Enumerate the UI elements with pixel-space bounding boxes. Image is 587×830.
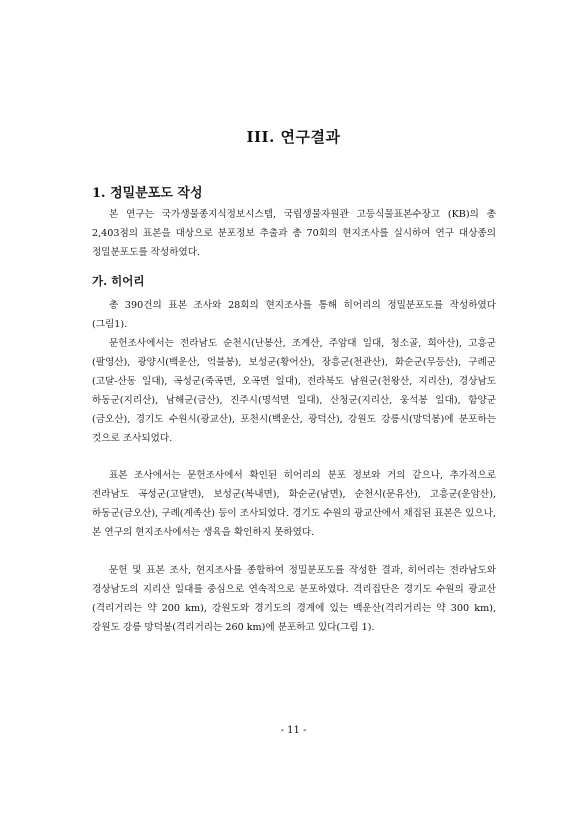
body-paragraph-4: 문헌 및 표본 조사, 현지조사를 종합하여 정밀분포도를 작성한 결과, 히어리는 전라남도와 경상남도의 지리산 일대를 중심으로 연속적으로 분포하였다. 격리집단은 경기도 수원의 광교산(격리거리는 약 200 km), 강원도와 경기도의 경계에 있는 백운산(격리거리는 약 300 km), 강원도 강릉 망덕봉(격리거리는 260 km)에 분포하고 있다(그림 1). xyxy=(92,565,496,633)
body-paragraph-3: 표본 조사에서는 문헌조사에서 확인된 히어리의 분포 정보와 거의 같으나, 추가적으로 전라남도 곡성군(고달면), 보성군(복내면), 화순군(남면), 순천시(문유산), 고흥군(운암산), 하동군(금오산), 구례(계족산) 등이 조사되었다. 경기도 수원의 광교산에서 채집된 표본은 있으나, 본 연구의 현지조사에서는 생육을 확인하지 못하였다. xyxy=(92,470,496,538)
chapter-title: III. 연구결과 xyxy=(246,128,341,146)
subsection-title: 가. 히어리 xyxy=(92,274,145,288)
section-title: 1. 정밀분포도 작성 xyxy=(92,186,203,201)
body-paragraph-2: 문헌조사에서는 전라남도 순천시(난봉산, 조계산, 주암대 일대, 청소골, 희아산), 고흥군(팔영산), 광양시(백운산, 억불봉), 보성군(황어산), 장흥군(천관산), 화순군(무등산), 구례군(고달-산동 일대), 곡성군(죽곡면, 오곡면 일대), 전라북도 남원군(천왕산, 지리산), 경상남도 하동군(지리산), 남해군(금산), 진주시(명석면 일대), 산청군(지리산, 웅석봉 일대), 함양군(금오산), 경기도 수원시(광교산), 포천시(백운산, 광덕산), 강원도 강릉시(망덕봉)에 분포하는 것으로 조사되었다. xyxy=(92,338,496,444)
section-intro-paragraph: 본 연구는 국가생물종지식정보시스템, 국립생물자원관 고등식물표본수장고 (KB)의 총 2,403점의 표본을 대상으로 분포정보 추출과 총 70회의 현지조사를 실시하여 연구 대상종의 정밀분포도를 작성하였다. xyxy=(92,209,496,258)
body-paragraph-1: 총 390건의 표본 조사와 28회의 현지조사를 통해 히어리의 정밀분포도를 작성하였다(그림1). xyxy=(92,300,496,330)
page-number: - 11 - xyxy=(280,725,307,736)
